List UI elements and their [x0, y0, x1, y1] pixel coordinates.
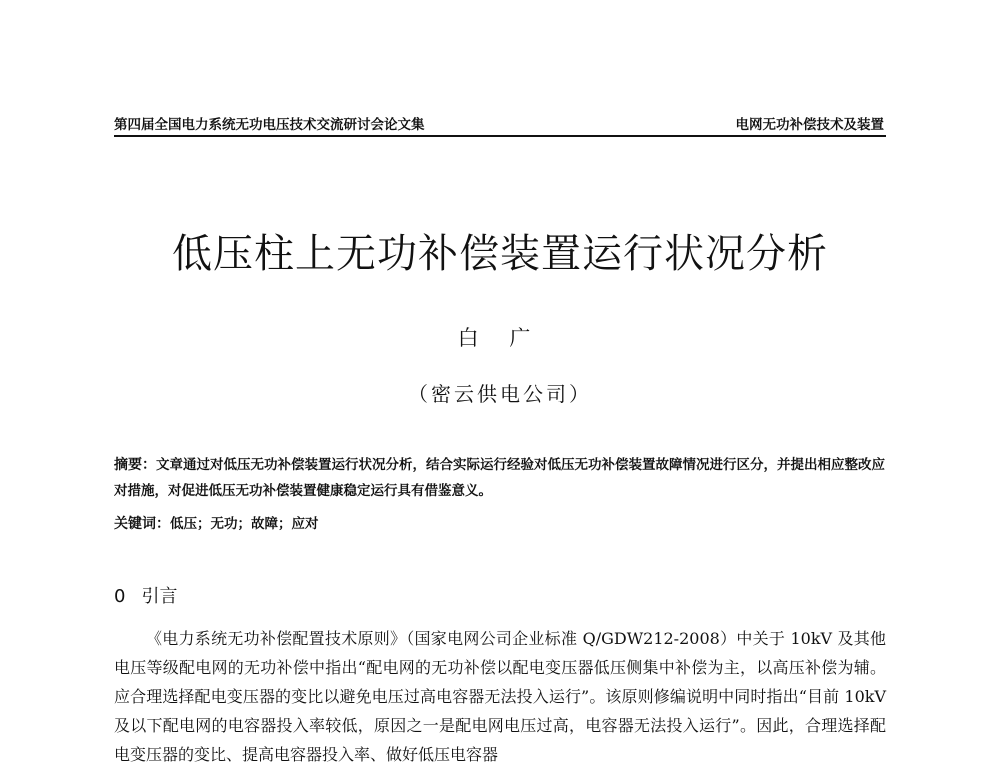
- keywords-text: 低压；无功；故障；应对: [170, 516, 319, 532]
- abstract-text: 文章通过对低压无功补偿装置运行状况分析，结合实际运行经验对低压无功补偿装置故障情况进行区分，并提出相应整改应对措施，对促进低压无功补偿装置健康稳定运行具有借鉴意义。: [114, 457, 885, 499]
- keywords: [114, 511, 886, 537]
- header-proceedings-title: 第四届全国电力系统无功电压技术交流研讨会论文集: [114, 117, 425, 133]
- keywords-label: 关键词：: [114, 516, 170, 532]
- section-heading: [114, 582, 177, 608]
- running-header: [114, 113, 886, 137]
- header-section-title: 电网无功补偿技术及装置: [735, 117, 884, 133]
- author-name: 白 广: [457, 326, 543, 350]
- abstract: [114, 452, 886, 504]
- author-affiliation: （密云供电公司）: [408, 382, 592, 406]
- abstract-label: 摘要：: [114, 457, 156, 473]
- section-title: 引言: [141, 586, 178, 607]
- section-number: 0: [114, 586, 126, 607]
- body-paragraph: 《电力系统无功补偿配置技术原则》（国家电网公司企业标准 Q/GDW212-2008）中关于 10kV 及其他电压等级配电网的无功补偿中指出“配电网的无功补偿以配电变压器低压侧集中补偿为主，以高压补偿为辅。应合理选择配电变压器的变比以避免电压过高电容器无法投入运行”。该原则修编说明中同时指出“目前 10kV 及以下配电网的电容器投入率较低，原因之一是配电网电压过高，电容器无法投入运行”。因此，合理选择配电变压器的变比、提高电容器投入率、做好低压电容器: [114, 629, 886, 764]
- paper-title: 低压柱上无功补偿装置运行状况分析: [172, 231, 828, 277]
